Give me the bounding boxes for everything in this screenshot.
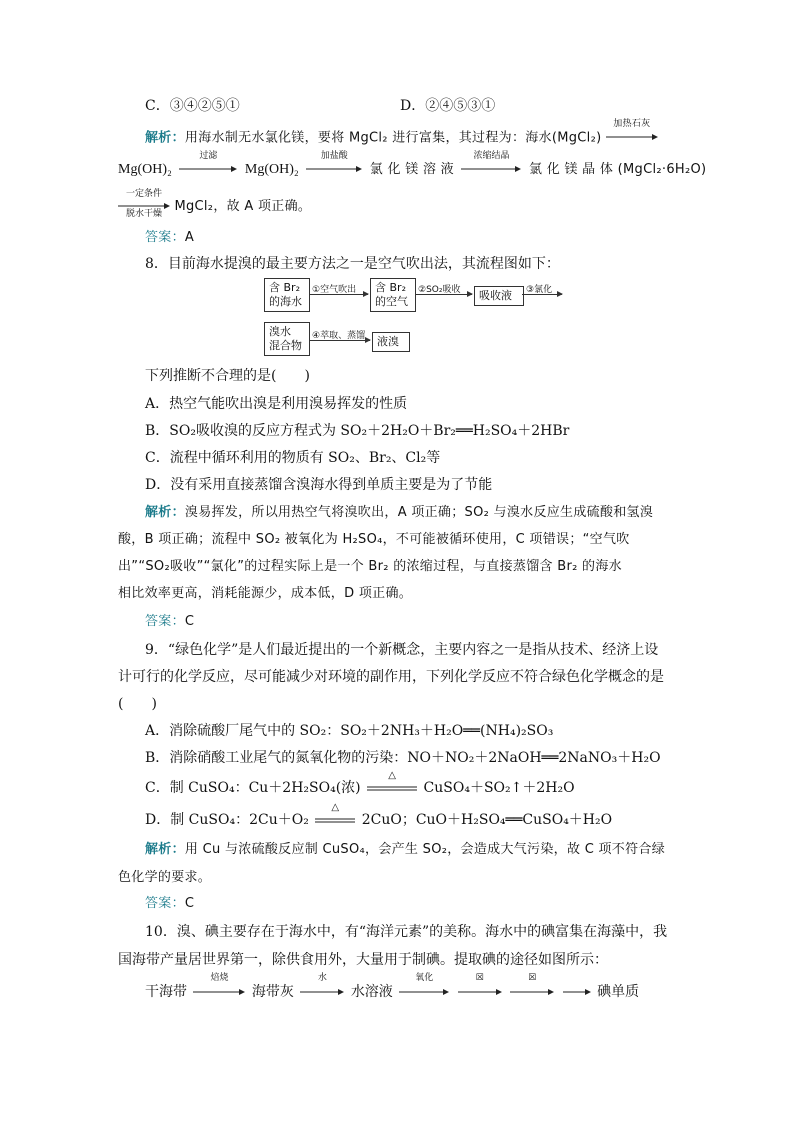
arrow-label: 过滤	[199, 151, 218, 161]
step-seaweed: 干海带	[145, 984, 187, 1000]
explanation-text: 用 Cu 与浓硫酸反应制 CuSO₄，会产生 SO₂，会造成大气污染，故 C 项不符合绿	[184, 842, 666, 857]
q8-explanation-line4: 相比效率更高，消耗能源少，成本低，D 项正确。	[118, 586, 413, 601]
explanation-text: 用海水制无水氯化镁，要将 MgCl₂ 进行富集，其过程为：海水(MgCl₂)	[184, 130, 602, 146]
q8-explanation-line1	[145, 503, 653, 523]
arrow-right-icon	[461, 165, 521, 173]
substance-text: 氯 化 镁 溶 液	[369, 162, 454, 178]
q8-option-b: B．SO₂吸收溴的反应方程式为 SO₂＋2H₂O＋Br₂══H₂SO₄＋2HBr	[145, 423, 570, 439]
arrow-right-icon	[179, 165, 237, 173]
q10-stem-line1: 10．溴、碘主要存在于海水中，有“海洋元素”的美称。海水中的碘富集在海藻中，我	[145, 924, 668, 940]
reaction-right: 2CuO；CuO＋H₂SO₄══CuSO₄＋H₂O	[361, 812, 613, 828]
q7-explanation-line3	[118, 189, 312, 219]
q8-option-c: C．流程中循环利用的物质有 SO₂、Br₂、Cl₂等	[145, 450, 441, 466]
flow-box-absorption-liquid: 吸收液	[474, 286, 524, 306]
q7-option-c: C．③④②⑤①	[145, 98, 240, 114]
arrow-label: 水	[317, 973, 327, 983]
heat-icon: △	[331, 802, 340, 813]
q9-stem-line1: 9．“绿色化学”是人们最近提出的一个新概念，主要内容之一是指从技术、经济上设	[145, 642, 659, 658]
answer-value: C	[184, 614, 195, 629]
q9-explanation-line1	[145, 840, 665, 860]
q8-flow-diagram	[264, 278, 564, 358]
formula: Mg(OH)₂	[118, 162, 172, 178]
reaction-arrow	[179, 151, 237, 180]
answer-value: A	[184, 230, 195, 245]
arrow-label: ☒	[528, 973, 537, 983]
reaction-arrow	[458, 973, 502, 1002]
q9-option-b: B．消除硝酸工业尾气的氮氧化物的污染：NO＋NO₂＋2NaOH══2NaNO₃＋H₂O	[145, 750, 661, 766]
reaction-arrow	[118, 189, 170, 219]
explanation-text: MgCl₂，故 A 项正确。	[174, 199, 312, 214]
double-line-icon	[367, 786, 417, 792]
q8-answer	[145, 612, 194, 632]
arrow-right-icon	[458, 988, 502, 996]
q8-option-d: D．没有采用直接蒸馏含溴海水得到单质主要是为了节能	[145, 477, 493, 493]
heat-icon: △	[388, 770, 396, 781]
flow-step-label: ①空气吹出	[312, 285, 357, 295]
arrow-right-icon	[306, 165, 362, 173]
answer-label: 答案：	[145, 614, 185, 629]
arrow-label: ☒	[475, 973, 484, 983]
reaction-arrow	[563, 982, 591, 1002]
reaction-right: CuSO₄＋SO₂↑＋2H₂O	[423, 780, 575, 796]
arrow-right-icon	[606, 133, 658, 141]
step-ash: 海带灰	[251, 984, 294, 1000]
q8-explanation-line2: 酸，B 项正确；流程中 SO₂ 被氧化为 H₂SO₄，不可能被循环使用，C 项错误；“空气吹	[118, 532, 630, 547]
flow-box-liquid-bromine: 液溴	[372, 332, 410, 352]
flow-box-bromine-air: 含 Br₂ 的空气	[370, 278, 416, 312]
step-solution: 水溶液	[350, 984, 393, 1000]
answer-label: 答案：	[145, 230, 185, 245]
flow-step-label: ④萃取、蒸馏	[312, 331, 366, 341]
reaction-equals-heat	[367, 770, 417, 798]
arrow-right-icon	[193, 988, 245, 996]
arrow-label-top: 一定条件	[125, 189, 162, 199]
formula: Mg(OH)₂	[244, 162, 299, 178]
q8-option-a: A．热空气能吹出溴是利用溴易挥发的性质	[145, 396, 408, 412]
arrow-label: 加热石灰	[613, 119, 651, 129]
reaction-arrow	[399, 973, 449, 1002]
q9-option-d	[145, 802, 613, 830]
flow-step-label: ②SO₂吸收	[418, 285, 461, 295]
explanation-label: 解析：	[145, 505, 185, 520]
reaction-arrow	[300, 973, 344, 1002]
flow-step-label: ③氯化	[526, 285, 553, 295]
q8-explanation-line3: 出”“SO₂吸收”“氯化”的过程实际上是一个 Br₂ 的浓缩过程，与直接蒸馏含 Br₂ 的海水	[118, 559, 622, 574]
arrow-label-bottom: 脱水干燥	[125, 209, 162, 219]
q10-stem-line2: 国海带产量居世界第一，除供食用外，大量用于制碘。提取碘的途径如图所示：	[118, 952, 608, 968]
arrow-label: 加盐酸	[320, 151, 348, 161]
q9-stem-line3: ( )	[118, 696, 157, 712]
q7-answer	[145, 228, 194, 248]
q10-iodine-path	[145, 973, 640, 1002]
reaction-left: D．制 CuSO₄：2Cu＋O₂	[145, 812, 309, 828]
reaction-left: C．制 CuSO₄：Cu＋2H₂SO₄(浓)	[145, 780, 361, 796]
explanation-label: 解析：	[145, 130, 185, 146]
q9-answer	[145, 894, 194, 914]
double-line-icon	[315, 818, 355, 824]
arrow-right-icon	[399, 988, 449, 996]
reaction-equals-heat	[315, 802, 355, 830]
q8-question: 下列推断不合理的是( )	[145, 368, 310, 384]
flow-box-bromine-seawater: 含 Br₂ 的海水	[264, 278, 310, 312]
flow-box-bromine-water-mixture: 溴水 混合物	[264, 322, 310, 356]
q9-stem-line2: 计可行的化学反应，尽可能减少对环境的副作用，下列化学反应不符合绿色化学概念的是	[118, 669, 664, 685]
explanation-label: 解析：	[145, 842, 185, 857]
reaction-arrow	[510, 973, 554, 1002]
q7-option-d: D．②④⑤③①	[400, 98, 496, 114]
q8-stem: 8．目前海水提溴的最主要方法之一是空气吹出法，其流程图如下：	[145, 256, 560, 272]
q7-explanation-line2	[118, 151, 707, 180]
q9-option-c	[145, 770, 575, 798]
reaction-arrow	[461, 151, 521, 180]
explanation-text: 溴易挥发，所以用热空气将溴吹出，A 项正确；SO₂ 与溴水反应生成硫酸和氢溴	[184, 505, 654, 520]
reaction-arrow	[193, 973, 245, 1002]
arrow-right-icon	[563, 988, 591, 996]
answer-value: C	[184, 896, 195, 911]
arrow-label: 氧化	[415, 973, 434, 983]
q9-explanation-line2: 色化学的要求。	[118, 870, 212, 885]
answer-label: 答案：	[145, 896, 185, 911]
arrow-label: 浓缩结晶	[473, 151, 510, 161]
q9-option-a: A．消除硫酸厂尾气中的 SO₂：SO₂＋2NH₃＋H₂O══(NH₄)₂SO₃	[145, 723, 554, 739]
substance-text: 氯 化 镁 晶 体 (MgCl₂·6H₂O)	[528, 162, 707, 178]
arrow-right-icon	[300, 988, 344, 996]
step-iodine: 碘单质	[597, 984, 640, 1000]
arrow-label: 焙烧	[210, 973, 229, 983]
reaction-arrow	[306, 151, 362, 180]
reaction-arrow	[606, 119, 658, 148]
arrow-right-icon	[510, 988, 554, 996]
